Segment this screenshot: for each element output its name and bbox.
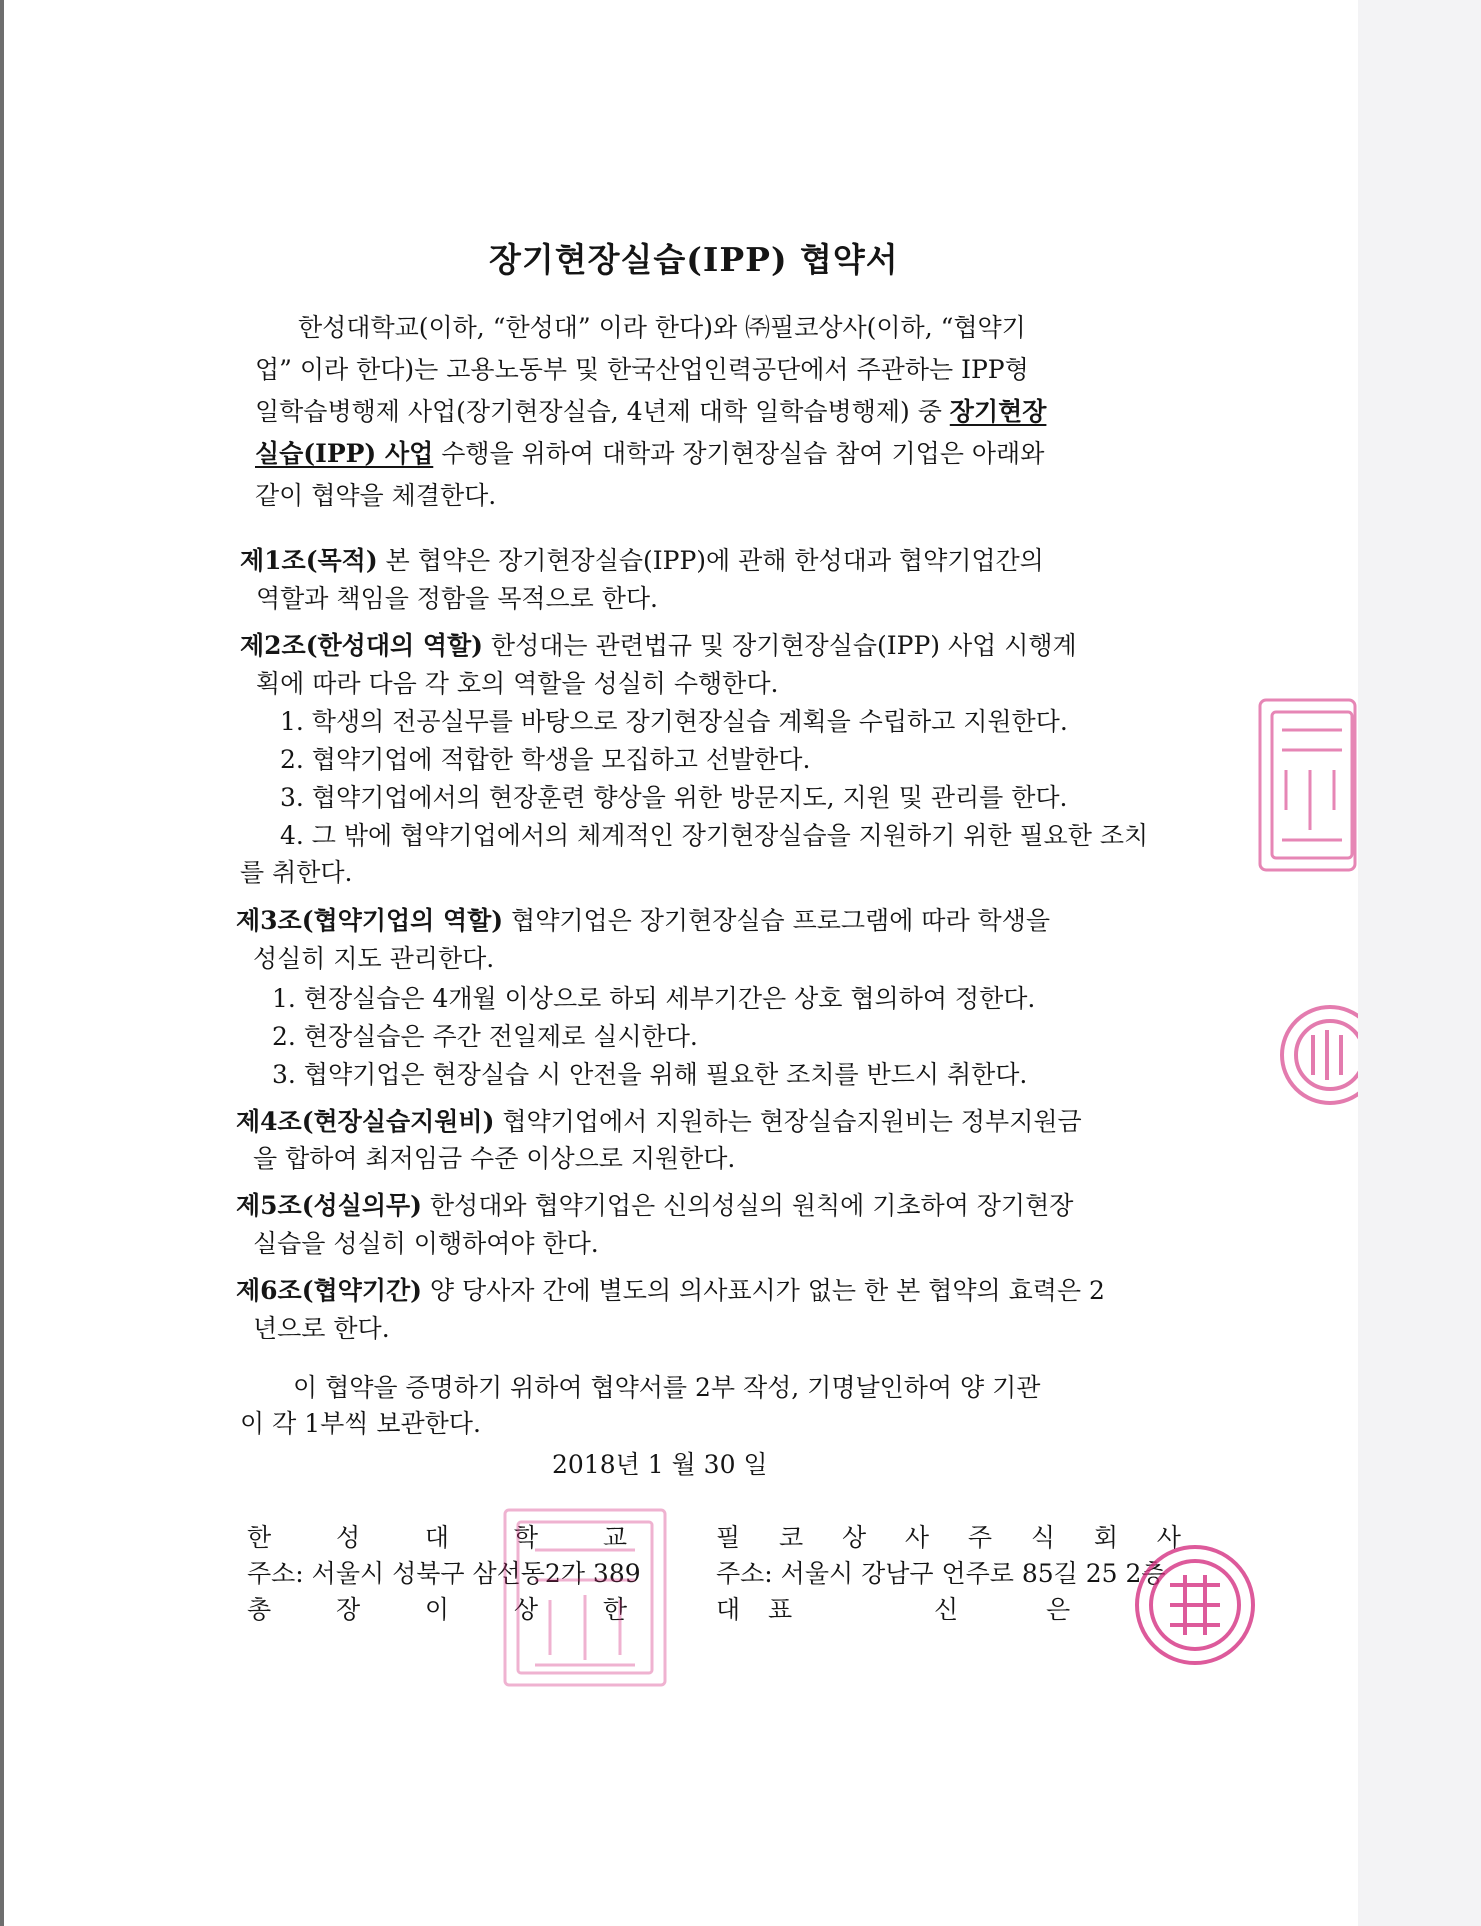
article-5-line-2: 실습을 성실히 이행하여야 한다. [253, 1229, 599, 1258]
article-6-heading: 제6조(협약기간) [236, 1276, 422, 1305]
article-3-line-1 [236, 905, 1050, 937]
article-3-text: 협약기업은 장기현장실습 프로그램에 따라 학생을 [503, 906, 1050, 935]
party-right-name-char: 사 [904, 1523, 930, 1552]
agreement-date: 2018년 1 월 30 일 [552, 1450, 768, 1479]
party-right-rep-char: 대 [716, 1595, 741, 1624]
seal-impression-margin-upper [1230, 690, 1358, 890]
article-4-line-2: 을 합하여 최저임금 수준 이상으로 지원한다. [253, 1144, 736, 1173]
article-3-item-3: 3. 협약기업은 현장실습 시 안전을 위해 필요한 조치를 반드시 취한다. [272, 1060, 1028, 1089]
article-3-item-1: 1. 현장실습은 4개월 이상으로 하되 세부기간은 상호 협의하여 정한다. [272, 984, 1036, 1013]
intro-emphasis-1: 장기현장 [949, 397, 1047, 426]
article-2-line-1 [240, 630, 1077, 662]
party-left-address: 주소: 서울시 성북구 삼선동2가 389 [247, 1559, 641, 1588]
party-left-name-char: 교 [602, 1523, 627, 1552]
party-right-name-char: 필 [716, 1523, 741, 1552]
party-right-name-char: 사 [1156, 1523, 1181, 1552]
party-left-rep-char: 장 [335, 1595, 361, 1624]
article-2-item-4-cont: 를 취한다. [240, 858, 353, 887]
intro-line-2: 업” 이라 한다)는 고용노동부 및 한국산업인력공단에서 주관하는 IPP형 [255, 355, 1029, 384]
intro-line-4-text: 수행을 위하여 대학과 장기현장실습 참여 기업은 아래와 [433, 439, 1045, 468]
party-left-name-char: 한 [247, 1523, 272, 1552]
document-title: 장기현장실습(IPP) 협약서 [489, 240, 899, 279]
intro-line-3 [255, 396, 1046, 428]
party-right-rep-char: 신 [934, 1595, 959, 1624]
party-right-name-char: 주 [967, 1523, 993, 1552]
party-left-rep-char: 이 [424, 1595, 450, 1624]
closing-line-2: 이 각 1부씩 보관한다. [240, 1409, 481, 1438]
article-2-text: 한성대는 관련법규 및 장기현장실습(IPP) 사업 시행계 [482, 631, 1077, 660]
intro-emphasis-2: 실습(IPP) 사업 [255, 439, 434, 468]
article-2-item-2: 2. 협약기업에 적합한 학생을 모집하고 선발한다. [280, 745, 811, 774]
article-1-text: 본 협약은 장기현장실습(IPP)에 관해 한성대과 협약기업간의 [377, 546, 1044, 575]
article-3-item-2: 2. 현장실습은 주간 전일제로 실시한다. [272, 1022, 698, 1051]
article-4-heading: 제4조(현장실습지원비) [236, 1107, 495, 1136]
article-2-item-3: 3. 협약기업에서의 현장훈련 향상을 위한 방문지도, 지원 및 관리를 한다. [280, 783, 1068, 812]
article-2-heading: 제2조(한성대의 역할) [240, 631, 483, 660]
article-2-line-2: 획에 따라 다음 각 호의 역할을 성실히 수행한다. [256, 669, 779, 698]
article-2-item-4: 4. 그 밖에 협약기업에서의 체계적인 장기현장실습을 지원하기 위한 필요한 조치 [280, 821, 1149, 850]
article-2-item-1: 1. 학생의 전공실무를 바탕으로 장기현장실습 계획을 수립하고 지원한다. [280, 707, 1068, 736]
party-left-rep-char: 총 [247, 1595, 272, 1624]
party-left-rep-char: 상 [513, 1595, 539, 1624]
article-5-text: 한성대와 협약기업은 신의성실의 원칙에 기초하여 장기현장 [421, 1191, 1074, 1220]
intro-line-4 [255, 438, 1044, 470]
article-5-heading: 제5조(성실의무) [236, 1191, 422, 1220]
intro-line-3-text: 일학습병행제 사업(장기현장실습, 4년제 대학 일학습병행제) 중 [255, 397, 950, 426]
article-3-line-2: 성실히 지도 관리한다. [253, 944, 495, 973]
article-4-text: 협약기업에서 지원하는 현장실습지원비는 정부지원금 [494, 1107, 1082, 1136]
party-right-name-char: 코 [778, 1523, 804, 1552]
intro-line-5: 같이 협약을 체결한다. [255, 481, 497, 510]
party-left-name-char: 학 [513, 1523, 539, 1552]
seal-impression-company [1130, 1540, 1260, 1670]
party-right-address: 주소: 서울시 강남구 언주로 85길 25 2층 [716, 1559, 1166, 1588]
article-6-text: 양 당사자 간에 별도의 의사표시가 없는 한 본 협약의 효력은 2 [421, 1276, 1105, 1305]
article-1-line-2: 역할과 책임을 정함을 목적으로 한다. [256, 584, 658, 613]
party-right-name-char: 상 [841, 1523, 867, 1552]
intro-line-1: 한성대학교(이하, “한성대” 이라 한다)와 ㈜필코상사(이하, “협약기 [298, 313, 1026, 342]
article-6-line-1 [236, 1275, 1105, 1307]
closing-line-1: 이 협약을 증명하기 위하여 협약서를 2부 작성, 기명날인하여 양 기관 [293, 1373, 1041, 1402]
article-4-line-1 [236, 1106, 1082, 1138]
party-left-name-char: 대 [424, 1523, 450, 1552]
article-6-line-2: 년으로 한다. [253, 1314, 390, 1343]
article-1-heading: 제1조(목적) [240, 546, 378, 575]
party-right-name-char: 식 [1030, 1523, 1055, 1552]
party-left-rep-char: 한 [602, 1595, 627, 1624]
seal-impression-margin-lower [1235, 1000, 1358, 1110]
party-right-rep-char: 은 [1046, 1595, 1071, 1624]
party-right-name [716, 1522, 1181, 1554]
scan-left-edge [0, 0, 4, 1926]
party-right-rep-char: 표 [768, 1595, 793, 1624]
article-5-line-1 [236, 1190, 1073, 1222]
party-left-name-char: 성 [335, 1523, 361, 1552]
article-3-heading: 제3조(협약기업의 역할) [236, 906, 504, 935]
seal-impression-university [490, 1500, 680, 1700]
party-right-name-char: 회 [1093, 1523, 1118, 1552]
article-1-line-1 [240, 545, 1044, 577]
